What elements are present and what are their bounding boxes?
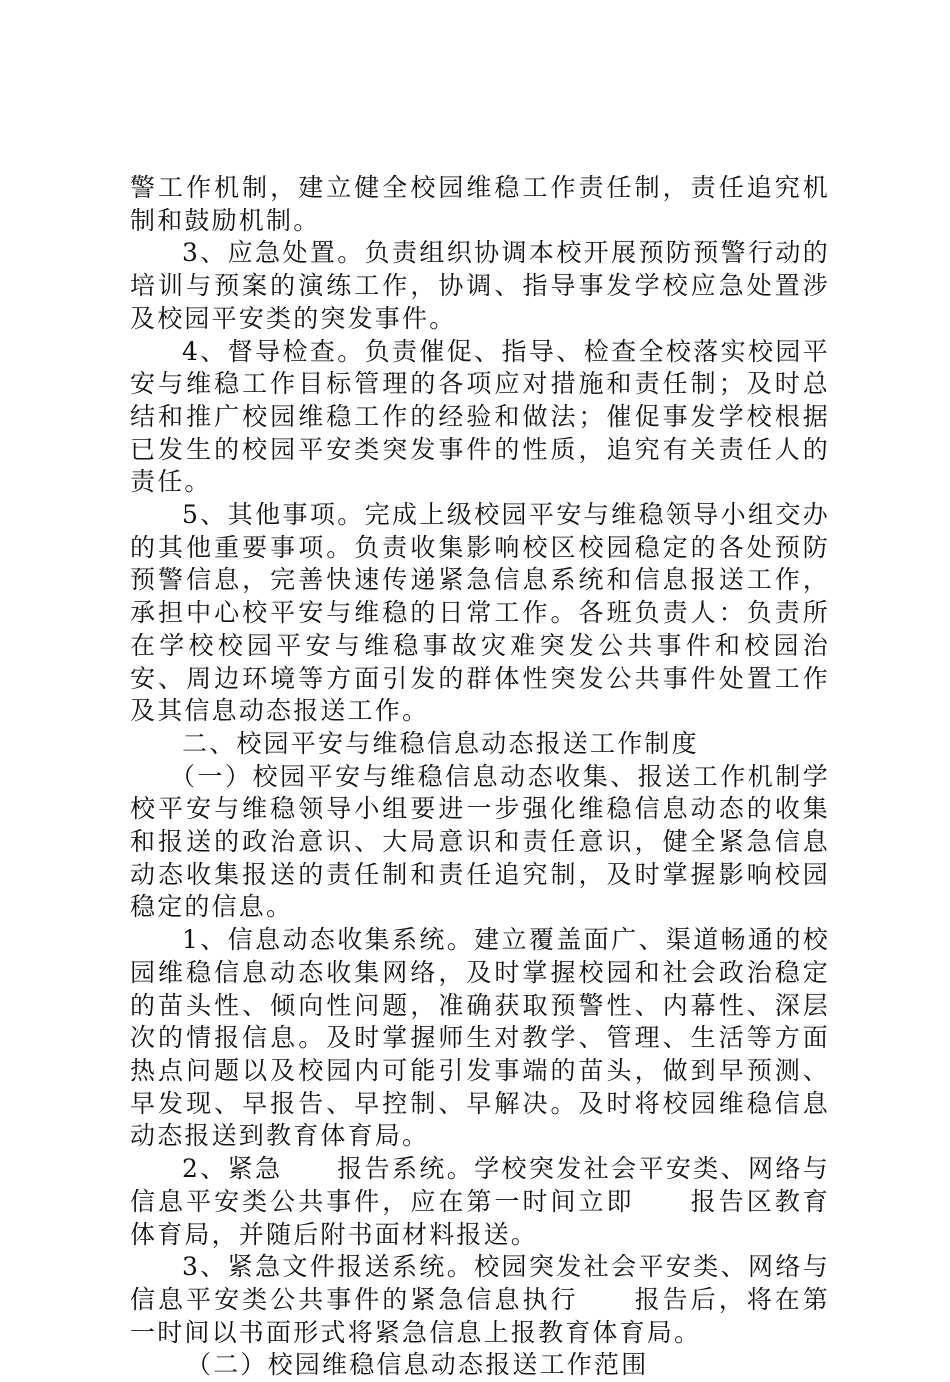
paragraph-emergency-handling: 3、应急处置。负责组织协调本校开展预防预警行动的培训与预案的演练工作，协调、指导事发学校应急处置涉及校园平安类的突发事件。 xyxy=(130,238,830,333)
paragraph-collection-mechanism: （一）校园平安与维稳信息动态收集、报送工作机制学校平安与维稳领导小组要进一步强化维稳信息动态的收集和报送的政治意识、大局意识和责任意识，健全紧急信息动态收集报送的责任制和责任追究制，及时掌握影响校园稳定的信息。 xyxy=(130,761,830,922)
document-body xyxy=(130,172,830,1382)
paragraph-emergency-report: 2、紧急 报告系统。学校突发社会平安类、网络与信息平安类公共事件，应在第一时间立即 报告区教育体育局，并随后附书面材料报送。 xyxy=(130,1154,830,1249)
paragraph-supervision: 4、督导检查。负责催促、指导、检查全校落实校园平安与维稳工作目标管理的各项应对措施和责任制；及时总结和推广校园维稳工作的经验和做法；催促事发学校根据已发生的校园平安类突发事件的性质，追究有关责任人的责任。 xyxy=(130,336,830,497)
section-heading-reporting-scope: （二）校园维稳信息动态报送工作范围 xyxy=(186,1350,649,1380)
paragraph-continuation: 警工作机制，建立健全校园维稳工作责任制，责任追究机制和鼓励机制。 xyxy=(130,173,830,235)
paragraph-collection-system: 1、信息动态收集系统。建立覆盖面广、渠道畅通的校园维稳信息动态收集网络，及时掌握校园和社会政治稳定的苗头性、倾向性问题，准确获取预警性、内幕性、深层次的情报信息。及时掌握师生对教学、管理、生活等方面热点问题以及校园内可能引发事端的苗头，做到早预测、早发现、早报告、早控制、早解决。及时将校园维稳信息动态报送到教育体育局。 xyxy=(130,925,830,1151)
section-heading-reporting-system: 二、校园平安与维稳信息动态报送工作制度 xyxy=(182,728,699,758)
paragraph-other-matters: 5、其他事项。完成上级校园平安与维稳领导小组交办的其他重要事项。负责收集影响校区校园稳定的各处预防预警信息，完善快速传递紧急信息系统和信息报送工作，承担中心校平安与维稳的日常工作。各班负责人：负责所在学校校园平安与维稳事故灾难突发公共事件和校园治安、周边环境等方面引发的群体性突发公共事件处置工作及其信息动态报送工作。 xyxy=(130,500,830,726)
paragraph-document-report: 3、紧急文件报送系统。校园突发社会平安类、网络与信息平安类公共事件的紧急信息执行 报告后，将在第一时间以书面形式将紧急信息上报教育体育局。 xyxy=(130,1252,830,1347)
